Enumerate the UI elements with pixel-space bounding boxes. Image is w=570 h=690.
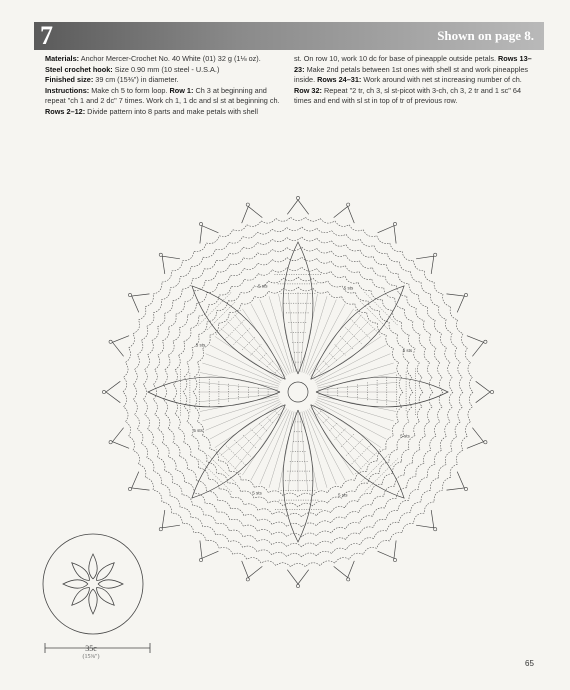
spoke [318, 396, 397, 412]
spoke [309, 309, 354, 376]
rows13-text: Make 2nd petals between 1st ones with shell st and work pineapples inside. [294, 64, 529, 85]
picot [132, 472, 150, 491]
chain-ring [143, 237, 453, 547]
size-text: 39 cm (15⅜") in diameter. [93, 75, 179, 85]
spoke [200, 396, 279, 412]
picot [113, 336, 130, 357]
picot-loop [102, 390, 105, 393]
stitch-count-label: 5 sts [343, 285, 354, 291]
picot [287, 200, 308, 214]
spoke [215, 403, 282, 448]
mini-petal [63, 580, 88, 588]
pattern-number: 7 [40, 21, 53, 50]
mini-petal [89, 554, 97, 579]
spoke [279, 294, 295, 373]
spoke [318, 373, 397, 389]
stitch-count-label: 5 sts [402, 348, 413, 353]
mini-petal [97, 588, 115, 606]
picot-loop [464, 293, 467, 296]
spoke [309, 409, 354, 476]
center-ring [288, 382, 308, 402]
picot-loop [484, 441, 487, 444]
size-label: Finished size: [45, 75, 94, 85]
row32-label: Row 32: [294, 85, 322, 95]
shown-on-page: Shown on page 8. [437, 28, 534, 43]
picot [287, 570, 308, 584]
dimension-sub-label: (15⅜") [82, 654, 100, 660]
hook-text: Size 0.90 mm (10 steel - U.S.A.) [112, 64, 220, 74]
materials-label: Materials: [45, 54, 80, 63]
spoke [317, 354, 391, 385]
rows13-label: Rows 13– 23: [294, 54, 532, 74]
spoke [260, 411, 291, 485]
stitch-row [198, 459, 231, 492]
row32-text: Repeat "2 tr, ch 3, sl st-picot with 3-ch, ch 3, 2 tr and 1 sc" 64 times and end with sl st in top of tr of previous row. [294, 85, 522, 106]
spoke [279, 412, 295, 491]
picot [113, 428, 130, 449]
picot [467, 428, 484, 449]
picot [378, 541, 397, 559]
instr-label: Instructions: [45, 85, 90, 95]
picot-loop [484, 340, 487, 343]
instr-text: Make ch 5 to form loop. [89, 85, 170, 95]
picot-loop [109, 441, 112, 444]
picot-loop [246, 578, 249, 581]
picot [467, 336, 484, 357]
spoke [302, 412, 318, 491]
picot-loop [128, 487, 131, 490]
stitch-row [365, 292, 398, 325]
picot [162, 510, 180, 528]
stitch-count-label: 5 sts [258, 283, 268, 289]
chain-ring [153, 247, 443, 537]
picot-loop [159, 253, 162, 256]
spoke [288, 293, 296, 373]
rows2-text: Divide pattern into 8 parts and make petals with shell [85, 106, 258, 116]
materials-text: Anchor Mercer-Crochet No. 40 White (01) 32 g (1⅛ oz). [79, 54, 261, 63]
rows24-text: Work around with net st increasing number of ch. [361, 75, 522, 85]
spoke [300, 412, 308, 492]
picot-loop [296, 196, 299, 199]
picot [132, 294, 150, 313]
stitch-row [198, 292, 231, 325]
spoke [199, 382, 279, 390]
picot-loop [128, 293, 131, 296]
picot-loop [159, 528, 162, 531]
mini-petal [89, 589, 97, 614]
picot-loop [347, 203, 350, 206]
picot [200, 541, 219, 559]
spoke [199, 394, 279, 402]
spoke [300, 293, 308, 373]
spoke [318, 394, 398, 402]
picot-loop [434, 253, 437, 256]
mini-petal [72, 563, 90, 581]
doily-chart [102, 196, 493, 587]
row1-label: Row 1: [169, 85, 194, 95]
mini-outline [43, 534, 143, 634]
picot-loop [296, 584, 299, 587]
spoke [200, 373, 279, 389]
picot [447, 294, 465, 313]
spoke [206, 400, 280, 431]
picot-loop [434, 528, 437, 531]
spoke [318, 382, 398, 390]
spoke [306, 411, 337, 485]
picot-loop [246, 203, 249, 206]
picot-loop [347, 578, 350, 581]
picot-loop [490, 390, 493, 393]
picot [378, 226, 397, 244]
row1-text: Ch 3 at beginning and repeat "ch 1 and 2 dc" 7 times. Work ch 1, 1 dc and sl st at beginning ch. [45, 85, 280, 106]
picot [162, 256, 180, 274]
spoke [315, 336, 382, 381]
picot [242, 561, 263, 578]
picot [106, 381, 120, 402]
stitch-count-label: 5 sts [252, 490, 262, 496]
stitch-row [365, 459, 398, 492]
page-number: 65 [525, 659, 534, 668]
spoke [206, 354, 280, 385]
spoke [306, 300, 337, 374]
picot-loop [109, 340, 112, 343]
stitch-count-label: 5 sts [338, 492, 348, 498]
chain-ring [133, 227, 463, 557]
picot [200, 226, 219, 244]
picot [242, 207, 263, 224]
picot [334, 561, 355, 578]
hook-label: Steel crochet hook: [45, 64, 113, 74]
spoke [302, 294, 318, 373]
spoke [317, 400, 391, 431]
picot-loop [393, 558, 396, 561]
spoke [242, 409, 287, 476]
mini-petal-diagram [43, 534, 143, 634]
picot [476, 381, 490, 402]
picot [416, 510, 434, 528]
picot-loop [199, 558, 202, 561]
picot-loop [393, 222, 396, 225]
rows2-label: Rows 2–12: [45, 106, 86, 116]
spoke [260, 300, 291, 374]
mini-petal [98, 580, 123, 588]
rows24-label: Rows 24–31: [317, 75, 362, 85]
spoke [288, 412, 296, 492]
right-text-1: st. On row 10, work 10 dc for base of pineapple outside petals. [294, 54, 499, 63]
mini-petal [97, 563, 115, 581]
stitch-count-label: 5 sts [400, 433, 410, 439]
spoke [215, 336, 282, 381]
spoke [242, 309, 287, 376]
spoke [315, 403, 382, 448]
dimension-label: 35c [85, 644, 97, 653]
stitch-count-label: 5 sts [193, 428, 203, 433]
picot [416, 256, 434, 274]
picot-loop [464, 487, 467, 490]
picot [334, 207, 355, 224]
mini-petal [72, 588, 90, 606]
picot-loop [199, 222, 202, 225]
picot [447, 472, 465, 491]
stitch-count-label: 5 sts [195, 342, 206, 348]
